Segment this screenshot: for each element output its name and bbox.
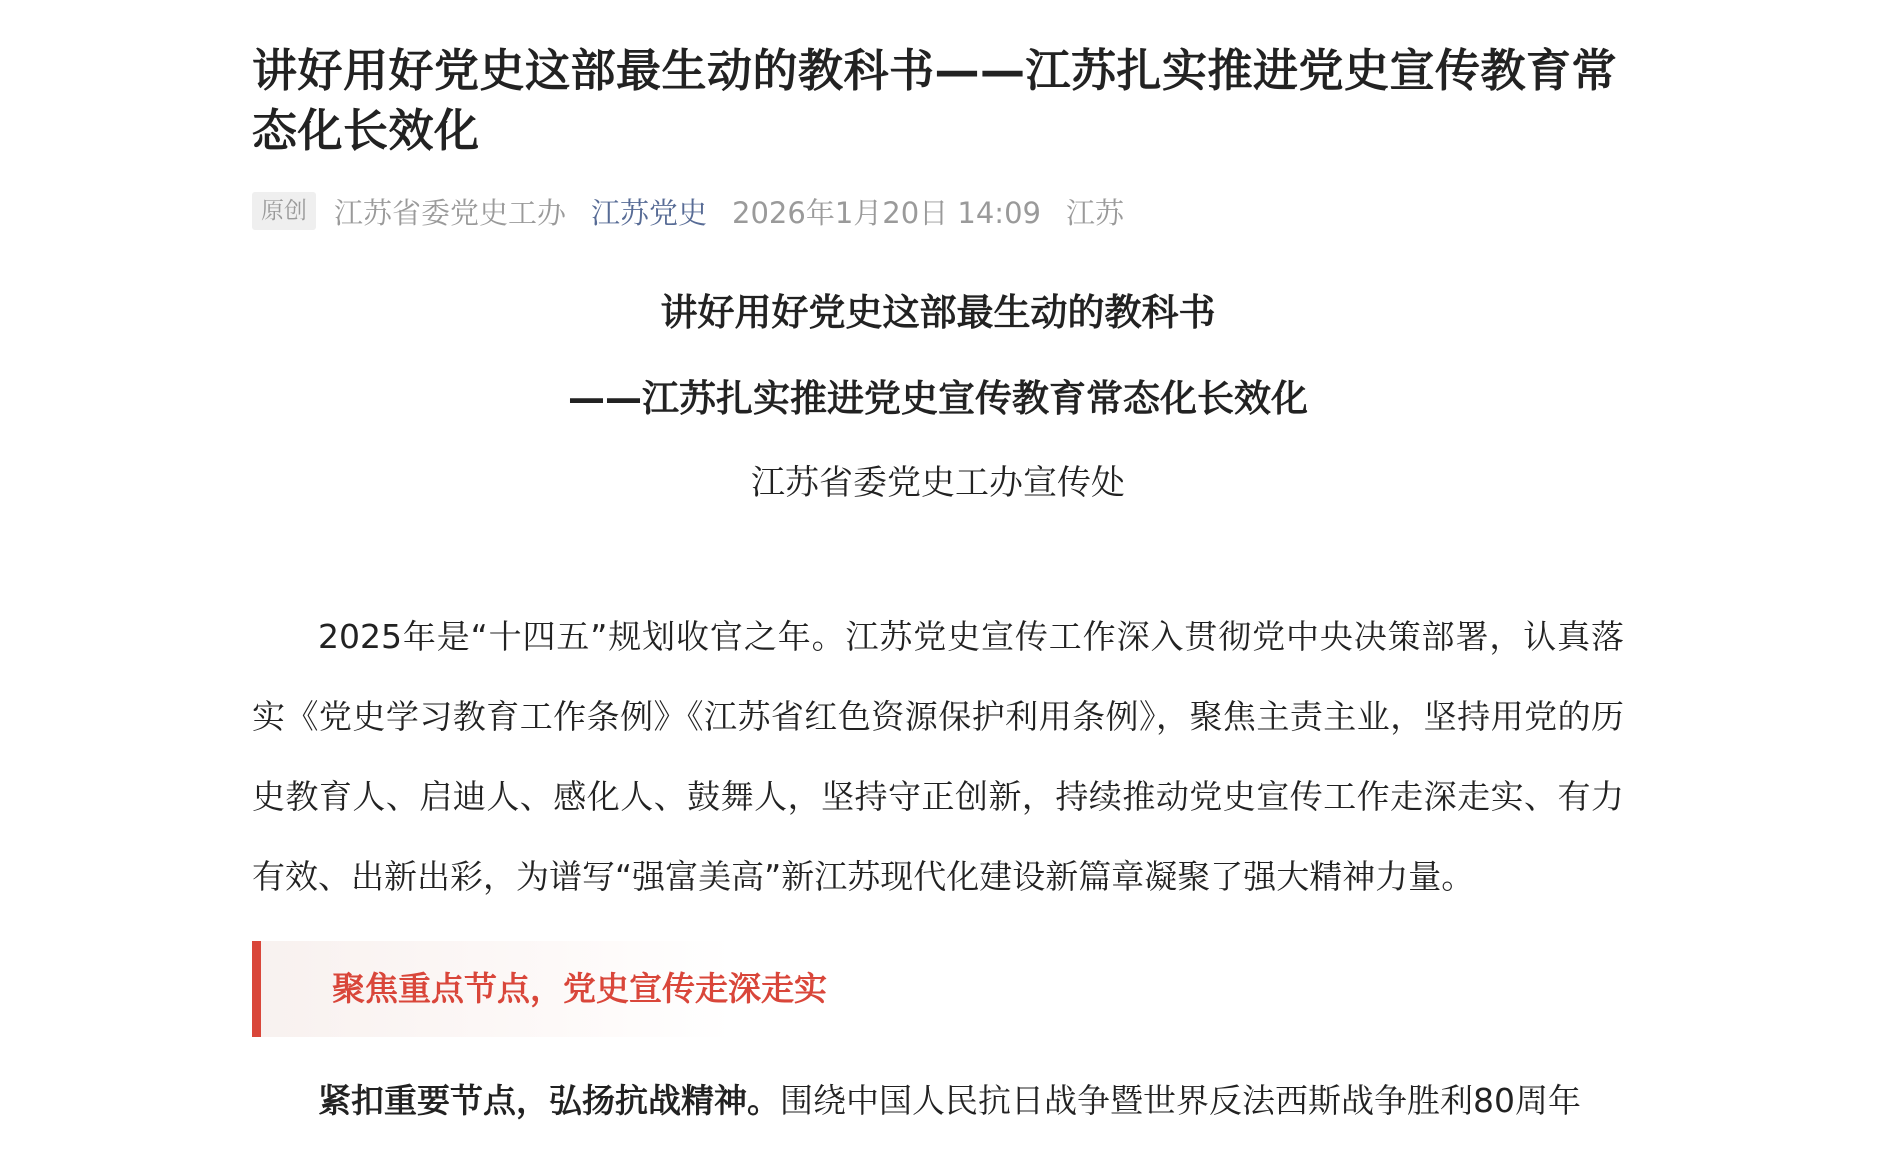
account-name-link[interactable]: 江苏党史 [591, 195, 708, 230]
section-heading-text: 聚焦重点节点，党史宣传走深走实 [332, 969, 827, 1008]
paragraph-2-text: 围绕中国人民抗日战争暨世界反法西斯战争胜利80周年 [780, 1081, 1581, 1120]
article [252, 0, 1624, 1141]
section-heading-bar [252, 941, 261, 1037]
center-title-line1: 讲好用好党史这部最生动的教科书 [660, 291, 1216, 334]
body-paragraph-2 [252, 1061, 1624, 1141]
section-heading [252, 941, 1624, 1037]
body-paragraph-1: 2025年是“十四五”规划收官之年。江苏党史宣传工作深入贯彻党中央决策部署，认真落实《党史学习教育工作条例》《江苏省红色资源保护利用条例》，聚焦主责主业，坚持用党的历史教育人、启迪人、感化人、鼓舞人，坚持守正创新，持续推动党史宣传工作走深走实、有力有效、出新出彩，为谱写“强富美高”新江苏现代化建设新篇章凝聚了强大精神力量。 [252, 617, 1624, 896]
publish-time: 2026年1月20日 14:09 [732, 195, 1041, 230]
meta-author: 江苏省委党史工办 [334, 195, 567, 230]
article-header-block [252, 291, 1624, 505]
original-badge: 原创 [252, 192, 316, 230]
article-meta [252, 189, 1624, 233]
article-title: 讲好用好党史这部最生动的教科书——江苏扎实推进党史宣传教育常态化长效化 [252, 44, 1618, 157]
center-author: 江苏省委党史工办宣传处 [751, 463, 1125, 503]
center-title-line2: ——江苏扎实推进党史宣传教育常态化长效化 [568, 377, 1308, 420]
publish-location: 江苏 [1065, 195, 1124, 230]
paragraph-2-lead: 紧扣重要节点，弘扬抗战精神。 [318, 1081, 780, 1120]
